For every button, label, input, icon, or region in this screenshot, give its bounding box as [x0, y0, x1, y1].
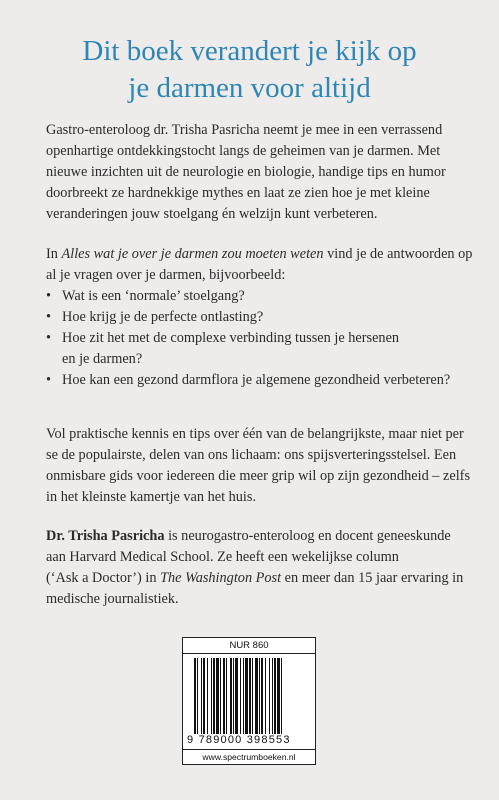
intro-rest: vind je de antwoorden op — [323, 246, 473, 262]
author-name: Dr. Trisha Pasricha — [46, 528, 165, 544]
barcode-icon — [194, 658, 304, 741]
list-item-text: Wat is een ‘normale’ stoelgang? — [62, 288, 245, 304]
newspaper-title: The Washington Post — [160, 570, 282, 586]
bio-text: (‘Ask a Doctor’) in — [46, 570, 161, 586]
text-line — [46, 526, 466, 547]
list-item — [46, 307, 476, 328]
list-item-text: Hoe krijg je de perfecte ontlasting? — [62, 309, 264, 325]
text-line: openhartige ontdekkingstocht langs de geheimen van je darmen. Met — [46, 143, 441, 159]
headline-line-1: Dit boek verandert je kijk op — [82, 35, 417, 67]
summary-paragraph — [46, 424, 471, 508]
text-line: nieuwe inzichten uit de neurologie en biologie, handige tips en humor — [46, 164, 446, 180]
text-line: in het kleinste kamertje van het huis. — [46, 489, 257, 505]
bullet-icon: • — [46, 330, 52, 346]
barcode-block — [182, 637, 316, 765]
bullet-icon: • — [46, 288, 52, 304]
text-line: veranderingen jouw stoelgang én welzijn kunt verbeteren. — [46, 206, 378, 222]
publisher-website: www.spectrumboeken.nl — [183, 749, 315, 764]
nur-code: NUR 860 — [183, 638, 315, 654]
list-item-text: Hoe kan een gezond darmflora je algemene gezondheid verbeteren? — [62, 372, 451, 388]
list-item — [46, 328, 476, 370]
intro-word: In — [46, 246, 62, 262]
text-line: medische journalistiek. — [46, 591, 179, 607]
list-item-text: en je darmen? — [62, 351, 143, 367]
book-title: Alles wat je over je darmen zou moeten weten — [61, 246, 324, 262]
intro-paragraph — [46, 120, 466, 225]
text-line — [46, 568, 466, 589]
text-line — [46, 244, 473, 265]
text-line: aan Harvard Medical School. Ze heeft een wekelijkse column — [46, 549, 399, 565]
list-item — [46, 370, 476, 391]
bullet-icon: • — [46, 372, 52, 388]
isbn-number: 9 789000 398553 — [187, 734, 311, 746]
text-line: se de populairste, delen van ons lichaam: ons spijsverteringsstelsel. Een — [46, 447, 457, 463]
text-line: onmisbare gids voor iedereen die meer grip wil op zijn gezondheid – zelfs — [46, 468, 471, 484]
text-line: al je vragen over je darmen, bijvoorbeeld: — [46, 267, 286, 283]
text-line: doorbreekt ze hardnekkige mythes en laat ze zien hoe je met kleine — [46, 185, 430, 201]
bullet-icon: • — [46, 309, 52, 325]
bio-text: en meer dan 15 jaar ervaring in — [281, 570, 464, 586]
text-line: Gastro-enteroloog dr. Trisha Pasricha neemt je mee in een verrassend — [46, 122, 443, 138]
headline-line-2: je darmen voor altijd — [128, 72, 371, 104]
headline — [20, 33, 479, 107]
question-list — [46, 286, 476, 391]
book-intro-paragraph — [46, 244, 473, 286]
list-item — [46, 286, 476, 307]
bio-text: is neurogastro-enteroloog en docent geneeskunde — [164, 528, 451, 544]
author-bio — [46, 526, 466, 610]
list-item-text: Hoe zit het met de complexe verbinding tussen je hersenen — [62, 330, 400, 346]
text-line: Vol praktische kennis en tips over één van de belangrijkste, maar niet per — [46, 426, 464, 442]
